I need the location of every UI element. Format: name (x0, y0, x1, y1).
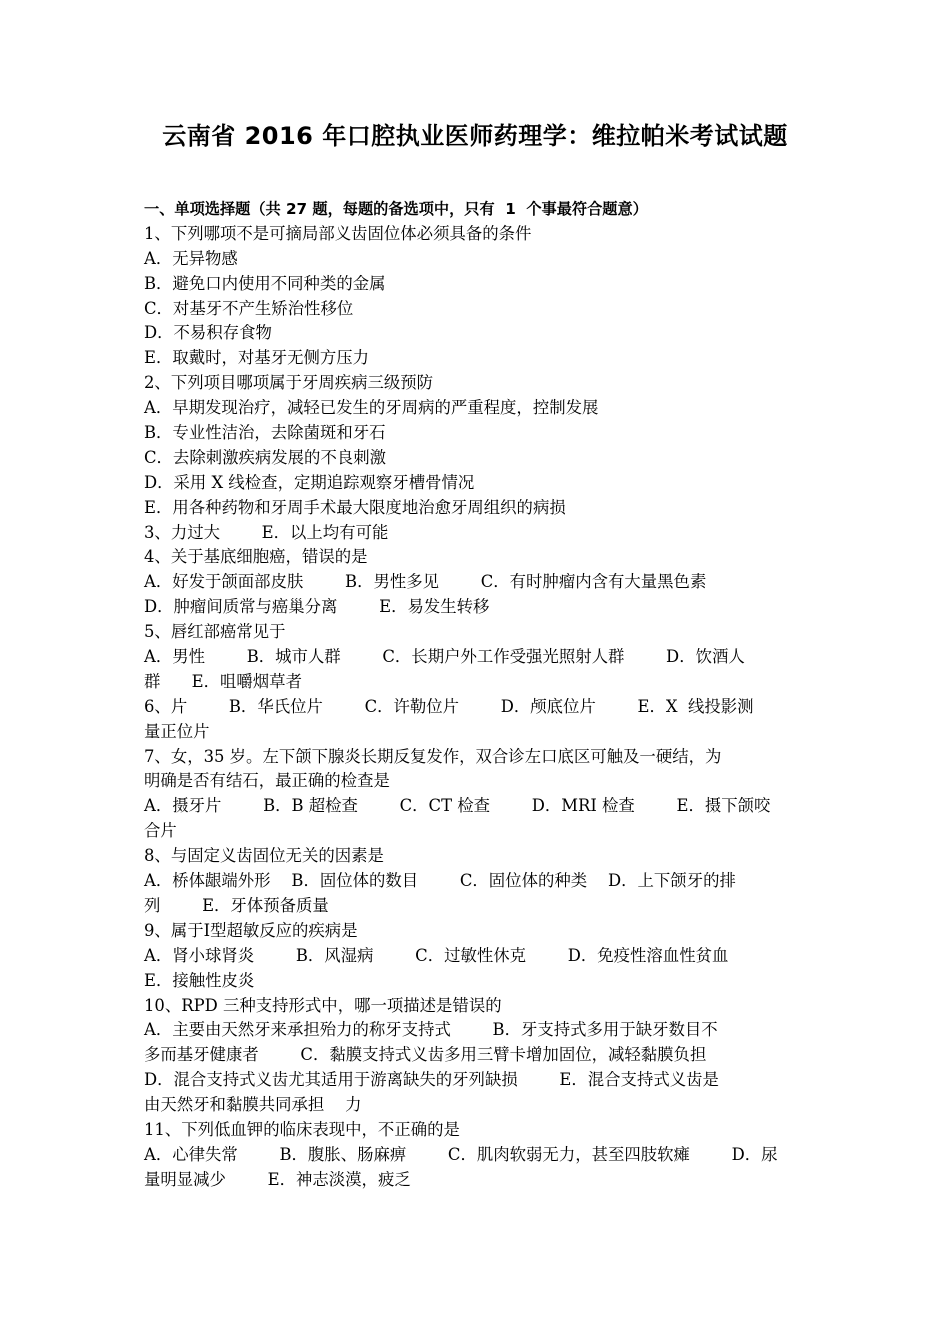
text-line: 10、RPD 三种支持形式中，哪一项描述是错误的 (144, 995, 502, 1015)
text-line: D．采用 X 线检查，定期追踪观察牙槽骨情况 (144, 472, 475, 492)
text-line: 8、与固定义齿固位无关的因素是 (144, 846, 384, 866)
text-line: 量明显减少 E．神志淡漠，疲乏 (144, 1169, 411, 1189)
text-line: 9、属于Ⅰ型超敏反应的疾病是 (144, 920, 358, 940)
document-body (144, 197, 810, 1193)
text-line: 3、力过大 E．以上均有可能 (144, 522, 389, 542)
text-line: 11、下列低血钾的临床表现中，不正确的是 (144, 1119, 460, 1139)
text-line: C．去除刺激疾病发展的不良刺激 (144, 447, 387, 467)
text-line: A．男性 B．城市人群 C．长期户外工作受强光照射人群 D．饮酒人 (144, 647, 745, 667)
text-line: 明确是否有结石，最正确的检查是 (144, 771, 390, 791)
text-line: 多而基牙健康者 C．黏膜支持式义齿多用三臂卡增加固位，减轻黏膜负担 (144, 1045, 707, 1065)
text-line: 群 E．咀嚼烟草者 (144, 671, 302, 691)
question-lines (144, 222, 810, 1193)
text-line: 4、关于基底细胞癌，错误的是 (144, 547, 368, 567)
text-line: A．肾小球肾炎 B．风湿病 C．过敏性休克 D．免疫性溶血性贫血 (144, 945, 729, 965)
text-line: 5、唇红部癌常见于 (144, 622, 286, 642)
section-heading: 一、单项选择题（共 27 题，每题的备选项中，只有 1 个事最符合题意） (144, 200, 648, 218)
text-line: 量正位片 (144, 721, 210, 741)
text-line: 6、片 B．华氏位片 C．许勒位片 D．颅底位片 E．X 线投影测 (144, 696, 754, 716)
text-line: 1、下列哪项不是可摘局部义齿固位体必须具备的条件 (144, 223, 532, 243)
text-line: C．对基牙不产生矫治性移位 (144, 298, 354, 318)
text-line: A．早期发现治疗，减轻已发生的牙周病的严重程度，控制发展 (144, 398, 599, 418)
text-line: E．接触性皮炎 (144, 970, 255, 990)
text-line: A．桥体龈端外形 B．固位体的数目 C．固位体的种类 D．上下颌牙的排 (144, 871, 736, 891)
text-line: A．主要由天然牙来承担殆力的称牙支持式 B．牙支持式多用于缺牙数目不 (144, 1020, 718, 1040)
document-title: 云南省 2016 年口腔执业医师药理学：维拉帕米考试试题 (162, 122, 788, 150)
text-line: E．用各种药物和牙周手术最大限度地治愈牙周组织的病损 (144, 497, 566, 517)
text-line: D．混合支持式义齿尤其适用于游离缺失的牙列缺损 E．混合支持式义齿是 (144, 1070, 719, 1090)
text-line: 2、下列项目哪项属于牙周疾病三级预防 (144, 373, 434, 393)
text-line: D．不易积存食物 (144, 323, 272, 343)
text-line: A．好发于颌面部皮肤 B．男性多见 C．有时肿瘤内含有大量黑色素 (144, 572, 707, 592)
text-line: D．肿瘤间质常与癌巢分离 E．易发生转移 (144, 597, 490, 617)
text-line: E．取戴时，对基牙无侧方压力 (144, 348, 370, 368)
text-line: B．避免口内使用不同种类的金属 (144, 273, 386, 293)
text-line: A．心律失常 B．腹胀、肠麻痹 C．肌肉软弱无力，甚至四肢软瘫 D．尿 (144, 1144, 778, 1164)
text-line: A．无异物感 (144, 248, 238, 268)
text-line: 合片 (144, 821, 177, 841)
text-line: A．摄牙片 B．B 超检查 C．CT 检查 D．MRI 检查 E．摄下颌咬 (144, 796, 771, 816)
text-line: 由天然牙和黏膜共同承担 力 (144, 1095, 362, 1115)
text-line: 列 E．牙体预备质量 (144, 895, 329, 915)
text-line: B．专业性洁治，去除菌斑和牙石 (144, 423, 386, 443)
text-line: 7、女，35 岁。左下颌下腺炎长期反复发作，双合诊左口底区可触及一硬结，为 (144, 746, 722, 766)
